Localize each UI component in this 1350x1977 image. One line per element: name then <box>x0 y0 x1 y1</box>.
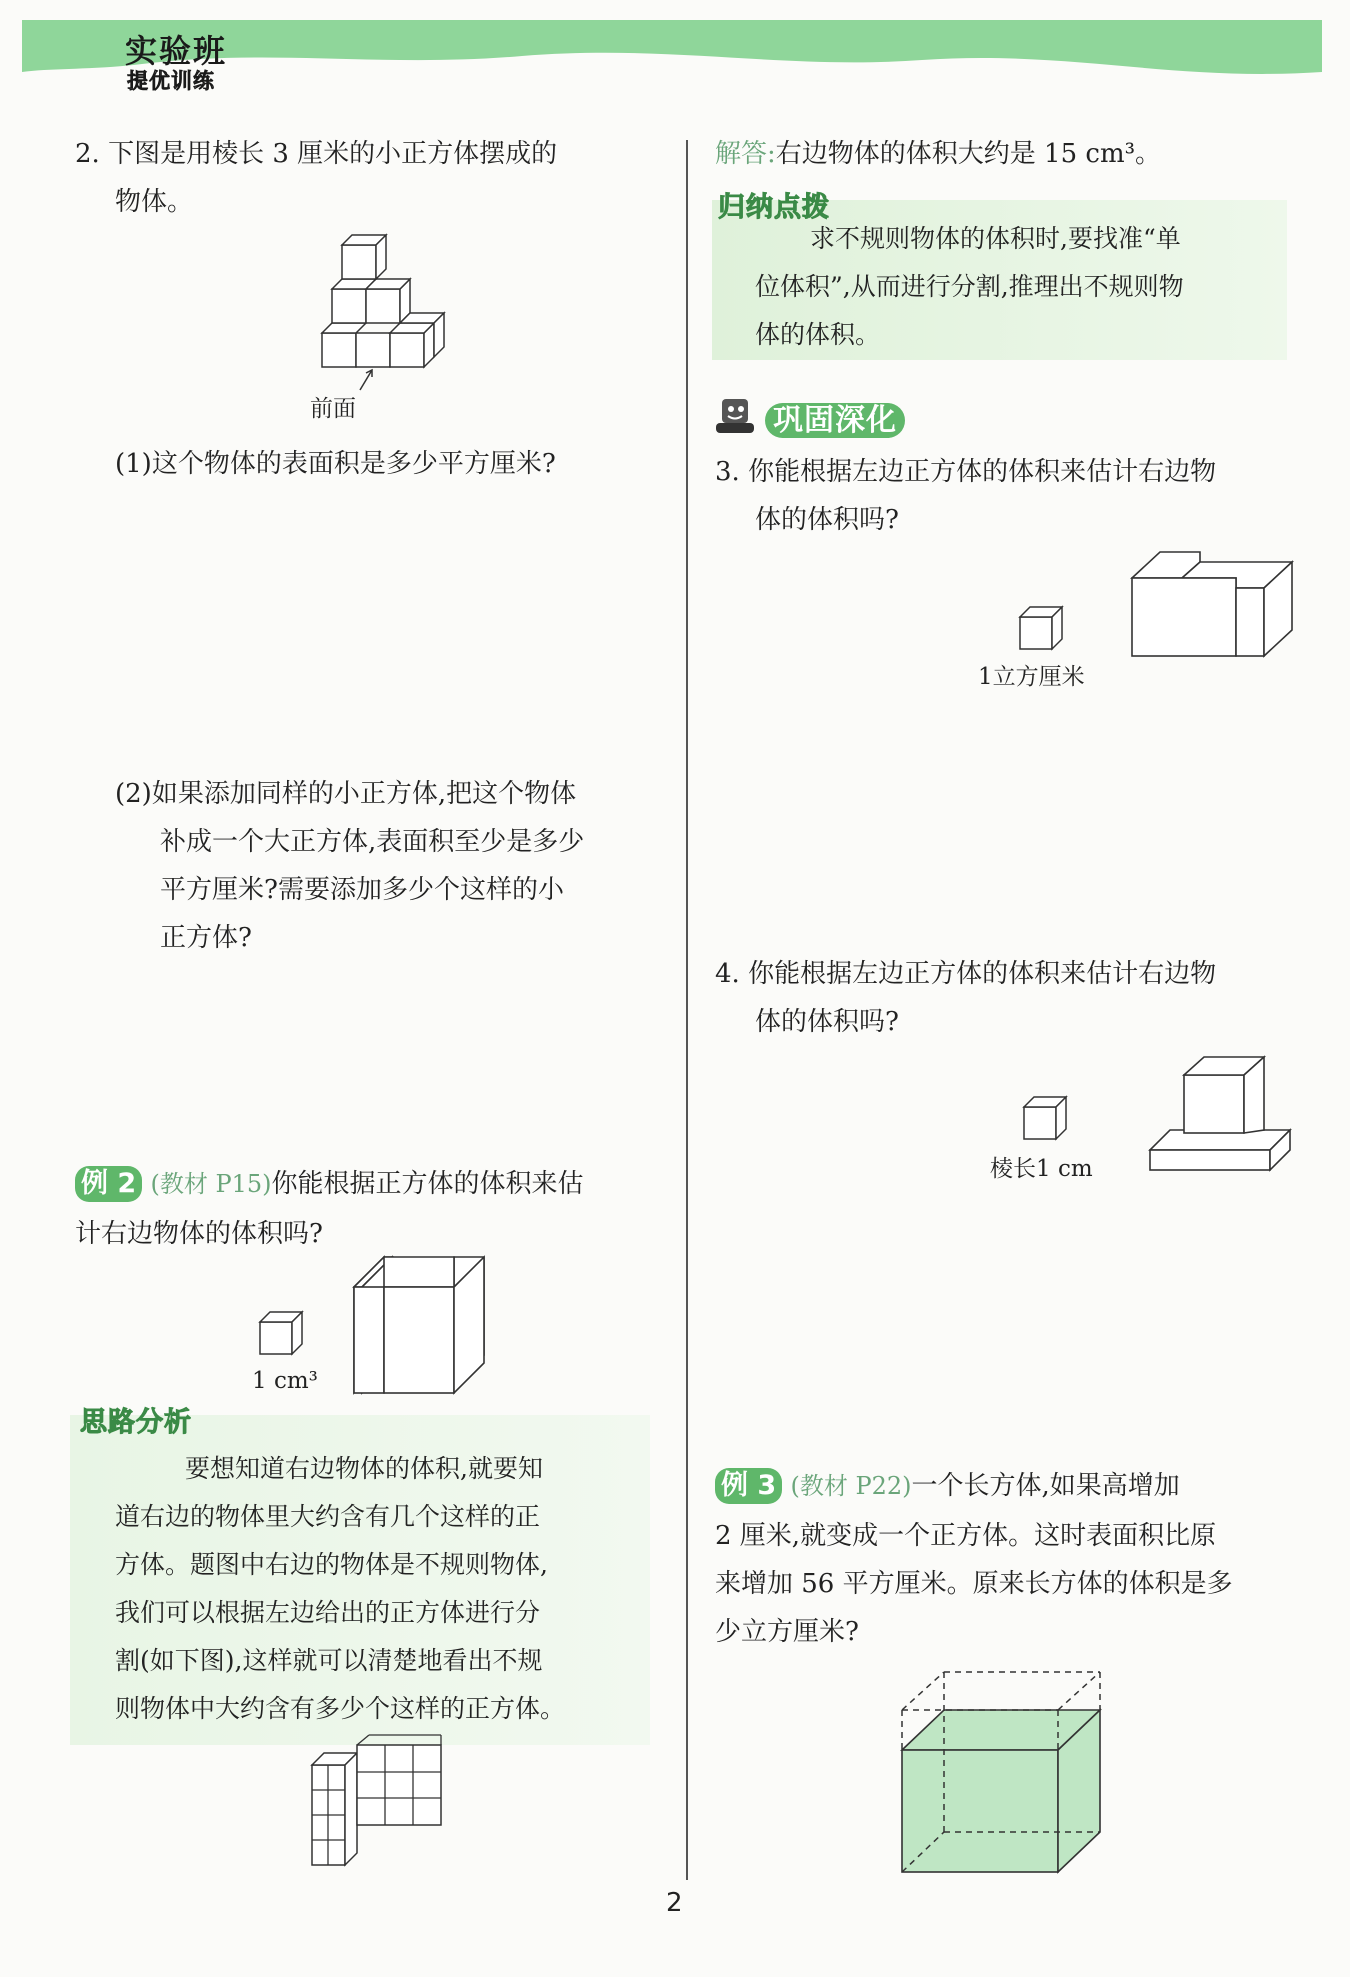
summary-line1: 求不规则物体的体积时,要找准“单 <box>810 224 1181 253</box>
brand-line1: 实验班 <box>125 32 228 70</box>
example2-irregular-solid <box>352 1255 487 1395</box>
q4-irregular-solid <box>1148 1055 1298 1175</box>
page-number: 2 <box>666 1888 683 1918</box>
analysis-line4: 我们可以根据左边给出的正方体进行分 <box>115 1598 541 1627</box>
example2-ref: (教材 P15) <box>150 1170 272 1198</box>
q2-line2: 物体。 <box>115 187 194 217</box>
q2-sub1: (1)这个物体的表面积是多少平方厘米? <box>115 449 556 479</box>
example3-heading <box>715 1462 1180 1510</box>
q3-line1: 3. 你能根据左边正方体的体积来估计右边物 <box>715 457 1217 487</box>
q3-unit-cube <box>1018 605 1068 653</box>
example3-line1: 一个长方体,如果高增加 <box>911 1471 1180 1501</box>
q2-stacked-cubes-figure <box>320 230 470 375</box>
q2-front-label: 前面 <box>310 396 356 422</box>
analysis-line2: 道右边的物体里大约含有几个这样的正 <box>115 1502 541 1531</box>
example2-heading <box>75 1160 584 1208</box>
analysis-tag: 思路分析 <box>80 1407 192 1438</box>
q2-sub2-line3: 平方厘米?需要添加多少个这样的小 <box>160 875 564 905</box>
q4-line2: 体的体积吗? <box>755 1007 899 1037</box>
answer-label: 解答: <box>715 139 776 169</box>
analysis-line1: 要想知道右边物体的体积,就要知 <box>185 1454 543 1483</box>
mascot-icon <box>712 395 762 437</box>
example3-line2: 2 厘米,就变成一个正方体。这时表面积比原 <box>715 1521 1217 1551</box>
consolidate-tag-text: 巩固深化 <box>765 403 905 438</box>
q3-irregular-solid <box>1130 550 1298 660</box>
analysis-line6: 则物体中大约含有多少个这样的正方体。 <box>115 1694 566 1723</box>
example2-line1: 你能根据正方体的体积来估 <box>271 1169 584 1199</box>
answer-text: 右边物体的体积大约是 15 cm³。 <box>775 139 1162 169</box>
consolidate-tag <box>765 395 905 439</box>
example2-unit-cube <box>258 1310 308 1358</box>
q4-line1: 4. 你能根据左边正方体的体积来估计右边物 <box>715 959 1217 989</box>
brand-line2: 提优训练 <box>127 69 215 93</box>
summary-line3: 体的体积。 <box>755 320 881 349</box>
summary-tag: 归纳点拨 <box>718 192 830 223</box>
column-divider <box>686 140 688 1880</box>
analysis-divided-solid <box>310 1735 445 1870</box>
example3-ref: (教材 P22) <box>790 1472 912 1500</box>
answer-line <box>715 130 1161 178</box>
example3-line4: 少立方厘米? <box>715 1617 859 1647</box>
example3-badge: 例 3 <box>715 1468 782 1504</box>
q4-unit-cube <box>1022 1095 1072 1143</box>
q2-sub2-line4: 正方体? <box>160 923 252 953</box>
q2-sub2-line2: 补成一个大正方体,表面积至少是多少 <box>160 827 585 857</box>
example3-line3: 来增加 56 平方厘米。原来长方体的体积是多 <box>715 1569 1233 1599</box>
example2-cube-label: 1 cm³ <box>252 1368 318 1394</box>
analysis-line5: 割(如下图),这样就可以清楚地看出不规 <box>115 1646 543 1675</box>
q3-cube-label: 1立方厘米 <box>978 664 1085 690</box>
q2-sub2-line1: (2)如果添加同样的小正方体,把这个物体 <box>115 779 577 809</box>
example3-cuboid-figure <box>900 1670 1110 1875</box>
brand-logo <box>125 32 227 92</box>
analysis-line3: 方体。题图中右边的物体是不规则物体, <box>115 1550 548 1579</box>
q2-line1: 2. 下图是用棱长 3 厘米的小正方体摆成的 <box>75 139 558 169</box>
example2-line2: 计右边物体的体积吗? <box>75 1219 323 1249</box>
q4-cube-label: 棱长1 cm <box>990 1156 1093 1182</box>
summary-line2: 位体积”,从而进行分割,推理出不规则物 <box>755 272 1184 301</box>
q3-line2: 体的体积吗? <box>755 505 899 535</box>
example2-badge: 例 2 <box>75 1166 142 1202</box>
